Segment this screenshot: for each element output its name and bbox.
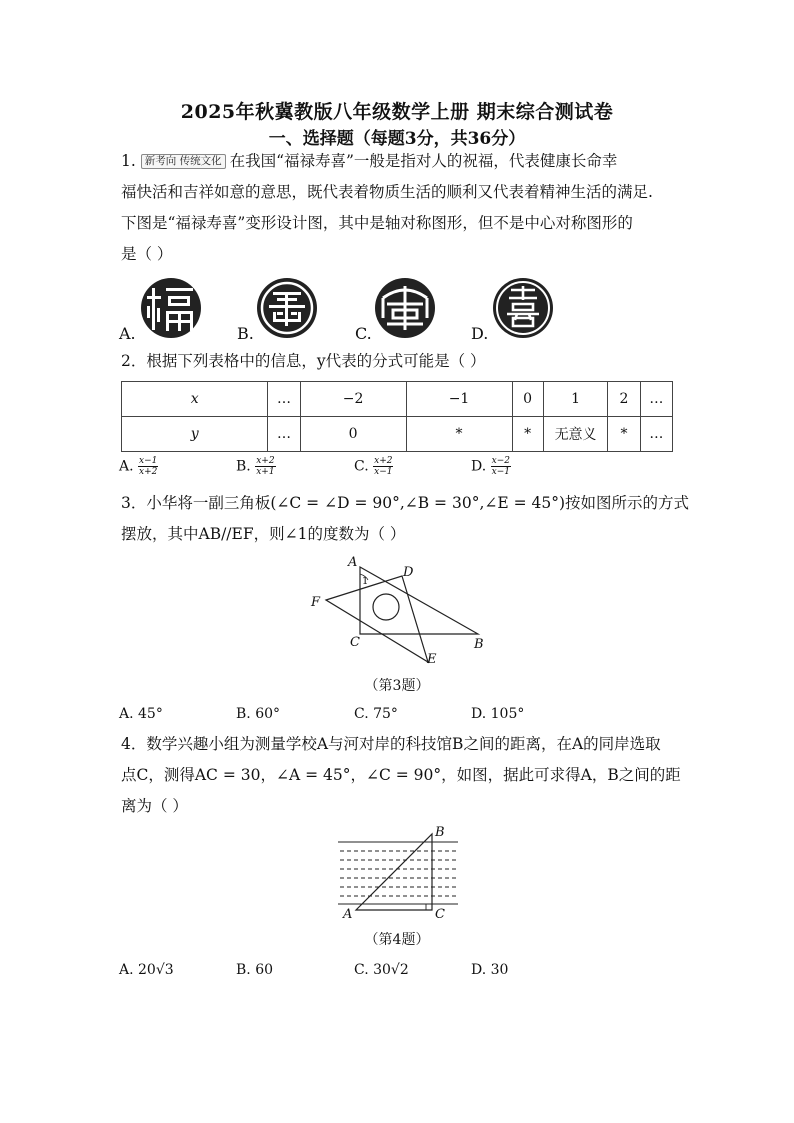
fu-glyph-icon [139, 276, 203, 340]
q3-option-d: D. 105° [471, 706, 525, 722]
q2-option-d: D. $\frac{x-2}{x-1}$ [471, 456, 510, 477]
q4-triangle-abc [356, 834, 432, 910]
table-cell: 1 [543, 382, 608, 417]
q3-point-f: F [311, 595, 321, 610]
q1-line4: 是（ ） [121, 245, 173, 263]
q1-options [119, 276, 679, 342]
q1-tag-new: 新考向 传统文化 [141, 154, 226, 169]
table-row [122, 382, 673, 417]
q1-line3: 下图是“福禄寿喜”变形设计图，其中是轴对称图形，但不是中心对称图形的 [121, 214, 633, 232]
table-cell: * [512, 417, 543, 452]
q3-point-a: A [348, 555, 358, 570]
q3-angle-1: 1 [362, 576, 369, 587]
q1-line1: 在我国“福禄寿喜”一般是指对人的祝福，代表健康长命幸 [229, 152, 618, 170]
q3-point-c: C [350, 635, 360, 650]
q3-point-e: E [427, 652, 437, 667]
q3-triangle-figure [300, 552, 500, 670]
q3-option-c: C. 75° [354, 706, 398, 722]
q1-option-a-label: A. [119, 324, 136, 343]
table-row [122, 417, 673, 452]
q3-caption: （第3题） [364, 678, 430, 694]
table-cell: −2 [300, 382, 406, 417]
q3-line2: 摆放，其中AB//EF，则∠1的度数为（ ） [121, 525, 406, 543]
table-cell: … [268, 382, 300, 417]
table-cell: … [640, 417, 672, 452]
q3-option-b: B. 60° [236, 706, 281, 722]
q2-options [119, 456, 679, 484]
table-cell: * [608, 417, 640, 452]
question-3 [121, 488, 691, 550]
question-2-stem: 2．根据下列表格中的信息，y代表的分式可能是（ ） [121, 352, 486, 370]
q3-triangle-abc [360, 567, 478, 634]
q4-right-angle-mark [426, 904, 432, 910]
table-cell: 2 [608, 382, 640, 417]
question-1 [121, 146, 681, 270]
q2-option-b: B. $\frac{x+2}{x+1}$ [236, 456, 275, 477]
table-cell: … [640, 382, 672, 417]
table-cell: * [406, 417, 512, 452]
q4-option-b: B. 60 [236, 962, 274, 978]
q1-option-b-label: B. [237, 324, 254, 343]
q4-options [119, 962, 679, 982]
q3-circle [373, 594, 399, 620]
question-4 [121, 729, 691, 822]
q4-line3: 离为（ ） [121, 797, 188, 815]
q4-option-c: C. 30√2 [354, 962, 409, 978]
q4-point-a: A [343, 907, 353, 920]
table-cell: −1 [406, 382, 512, 417]
table-cell: 0 [300, 417, 406, 452]
table-cell: … [268, 417, 300, 452]
q4-line2: 点C，测得AC = 30，∠A = 45°，∠C = 90°，如图，据此可求得A，B之间的距 [121, 766, 681, 784]
q2-option-a: A. $\frac{x-1}{x+2}$ [119, 456, 158, 477]
shou-glyph-icon [373, 276, 437, 340]
q4-option-d: D. 30 [471, 962, 509, 978]
xi-glyph-icon [491, 276, 555, 340]
q2-value-table [121, 381, 673, 452]
q3-line1: 3．小华将一副三角板(∠C = ∠D = 90°,∠B = 30°,∠E = 45°)按如图所示的方式 [121, 494, 690, 512]
q4-water-lines [340, 851, 456, 896]
q3-options [119, 706, 679, 726]
q4-caption: （第4题） [364, 932, 430, 948]
q1-number: 1. [121, 152, 136, 170]
exam-title: 2025年秋冀教版八年级数学上册 期末综合测试卷 [180, 101, 614, 123]
q1-option-c-label: C. [355, 324, 372, 343]
q1-option-d-label: D. [471, 324, 489, 343]
lu-glyph-icon [255, 276, 319, 340]
q1-line2: 福快活和吉祥如意的意思，既代表着物质生活的顺利又代表着精神生活的满足. [121, 183, 653, 201]
q4-line1: 4．数学兴趣小组为测量学校A与河对岸的科技馆B之间的距离，在A的同岸选取 [121, 735, 661, 753]
q3-option-a: A. 45° [119, 706, 163, 722]
q3-point-d: D [403, 565, 414, 580]
table-cell: 无意义 [543, 417, 608, 452]
q2-option-c: C. $\frac{x+2}{x-1}$ [354, 456, 393, 477]
table-cell: 0 [512, 382, 543, 417]
q4-point-b: B [435, 825, 445, 840]
table-cell: y [122, 417, 268, 452]
q3-triangle-def [326, 576, 428, 662]
q4-option-a: A. 20√3 [119, 962, 174, 978]
section-heading: 一、选择题（每题3分，共36分） [268, 129, 526, 149]
table-cell: x [122, 382, 268, 417]
q4-point-c: C [435, 907, 445, 920]
q4-river-figure [336, 824, 460, 920]
q3-point-b: B [474, 637, 484, 652]
